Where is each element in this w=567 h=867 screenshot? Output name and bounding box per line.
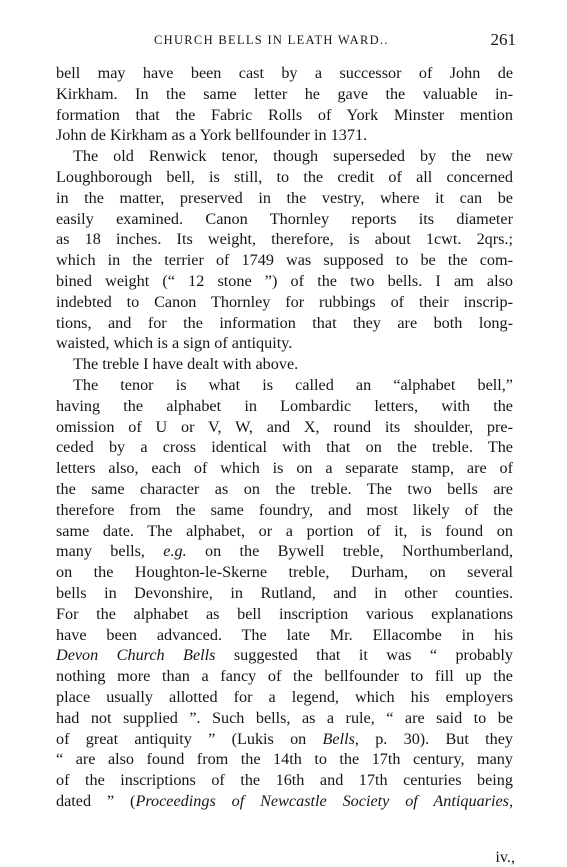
text-segment: place usually allotted for a legend, which his employers	[56, 687, 513, 706]
text-line	[56, 417, 513, 438]
text-line	[56, 333, 513, 354]
text-segment: letters also, each of which is on a separate stamp, are of	[56, 459, 513, 478]
text-line	[56, 271, 513, 292]
catchword: iv.,	[495, 848, 515, 866]
text-segment: having the alphabet in Lombardic letters, with the	[56, 396, 513, 415]
text-segment: “ are also found from the 14th to the 17th century, many	[56, 750, 513, 769]
text-segment: bell may have been cast by a successor of John de	[56, 64, 513, 82]
text-segment: the same character as on the treble. The two bells are	[56, 479, 513, 498]
text-line	[56, 437, 513, 458]
text-segment: formation that the Fabric Rolls of York Minster mention	[56, 105, 513, 124]
text-segment: as 18 inches. Its weight, therefore, is about 1cwt. 2qrs.;	[56, 230, 513, 249]
text-segment: Loughborough bell, is still, to the credit of all concerned	[56, 167, 513, 186]
text-line	[56, 541, 513, 562]
italic-text: Devon Church Bells	[56, 646, 216, 665]
text-line	[56, 604, 513, 625]
text-segment: of great antiquity ” (Lukis on	[56, 729, 323, 748]
text-segment: therefore from the same foundry, and most likely of the	[56, 500, 513, 519]
text-segment: easily examined. Canon Thornley reports its diameter	[56, 209, 513, 228]
text-segment: suggested that it was “ probably	[215, 646, 514, 665]
text-line	[56, 770, 513, 791]
text-line	[56, 250, 513, 271]
text-segment: had not supplied ”. Such bells, as a rule, “ are said to be	[56, 708, 513, 727]
text-line	[56, 292, 513, 313]
text-line	[56, 313, 513, 334]
text-line	[56, 354, 513, 375]
body-text	[56, 63, 513, 812]
text-line	[56, 125, 513, 146]
text-segment: of the inscriptions of the 16th and 17th centuries being	[56, 771, 513, 790]
text-line	[56, 749, 513, 770]
text-segment: omission of U or V, W, and X, round its shoulder, pre-	[56, 417, 513, 436]
text-segment: in the matter, preserved in the vestry, where it can be	[56, 188, 513, 207]
text-line	[56, 708, 513, 729]
text-segment: , p. 30). But they	[354, 729, 513, 748]
text-segment: on the Houghton-le-Skerne treble, Durham, on several	[56, 563, 513, 582]
italic-text: Proceedings of Newcastle Society of Antiquaries,	[135, 791, 513, 810]
text-segment: which in the terrier of 1749 was supposed to be the com-	[56, 251, 513, 270]
text-line	[56, 188, 513, 209]
text-line	[56, 105, 513, 126]
text-line	[56, 375, 513, 396]
text-line	[56, 583, 513, 604]
text-segment: indebted to Canon Thornley for rubbings of their inscrip-	[56, 292, 513, 311]
italic-text: e.g.	[163, 542, 187, 561]
text-line	[56, 645, 513, 666]
text-segment: For the alphabet as bell inscription various explanations	[56, 604, 513, 623]
text-segment: waisted, which is a sign of antiquity.	[56, 334, 293, 353]
text-segment: ceded by a cross identical with that on the treble. The	[56, 438, 513, 457]
text-line	[56, 167, 513, 188]
text-line	[56, 791, 513, 812]
text-line	[56, 562, 513, 583]
text-segment: bined weight (“ 12 stone ”) of the two bells. I am also	[56, 271, 513, 290]
text-segment: same date. The alphabet, or a portion of it, is found on	[56, 521, 513, 540]
running-head	[54, 30, 516, 53]
text-segment: The treble I have dealt with above.	[73, 355, 299, 374]
text-segment: nothing more than a fancy of the bellfounder to fill up the	[56, 667, 513, 686]
text-line	[56, 458, 513, 479]
text-segment: dated ” (	[56, 791, 136, 810]
text-segment: on the Bywell treble, Northumberland,	[186, 542, 513, 561]
text-segment: many bells,	[56, 542, 164, 561]
text-segment: The old Renwick tenor, though superseded by the new	[73, 147, 513, 166]
text-segment: tions, and for the information that they are both long-	[56, 313, 513, 332]
text-segment: Kirkham. In the same letter he gave the valuable in-	[56, 84, 513, 103]
text-segment: have been advanced. The late Mr. Ellacombe in his	[56, 625, 513, 644]
text-line	[56, 666, 513, 687]
italic-text: Bells	[322, 729, 355, 748]
text-line	[56, 500, 513, 521]
text-line	[56, 729, 513, 750]
text-line	[56, 687, 513, 708]
text-line	[56, 146, 513, 167]
text-segment: John de Kirkham as a York bellfounder in 1371.	[56, 126, 368, 145]
text-segment: The tenor is what is called an “alphabet bell,”	[73, 375, 513, 394]
text-line	[56, 63, 513, 84]
text-line	[56, 84, 513, 105]
text-line	[56, 521, 513, 542]
text-line	[56, 625, 513, 646]
text-line	[56, 209, 513, 230]
running-title: CHURCH BELLS IN LEATH WARD..	[154, 33, 389, 47]
text-line	[56, 479, 513, 500]
page-number: 261	[490, 30, 516, 49]
text-segment: bells in Devonshire, in Rutland, and in other counties.	[56, 583, 513, 602]
text-line	[56, 229, 513, 250]
text-line	[56, 396, 513, 417]
